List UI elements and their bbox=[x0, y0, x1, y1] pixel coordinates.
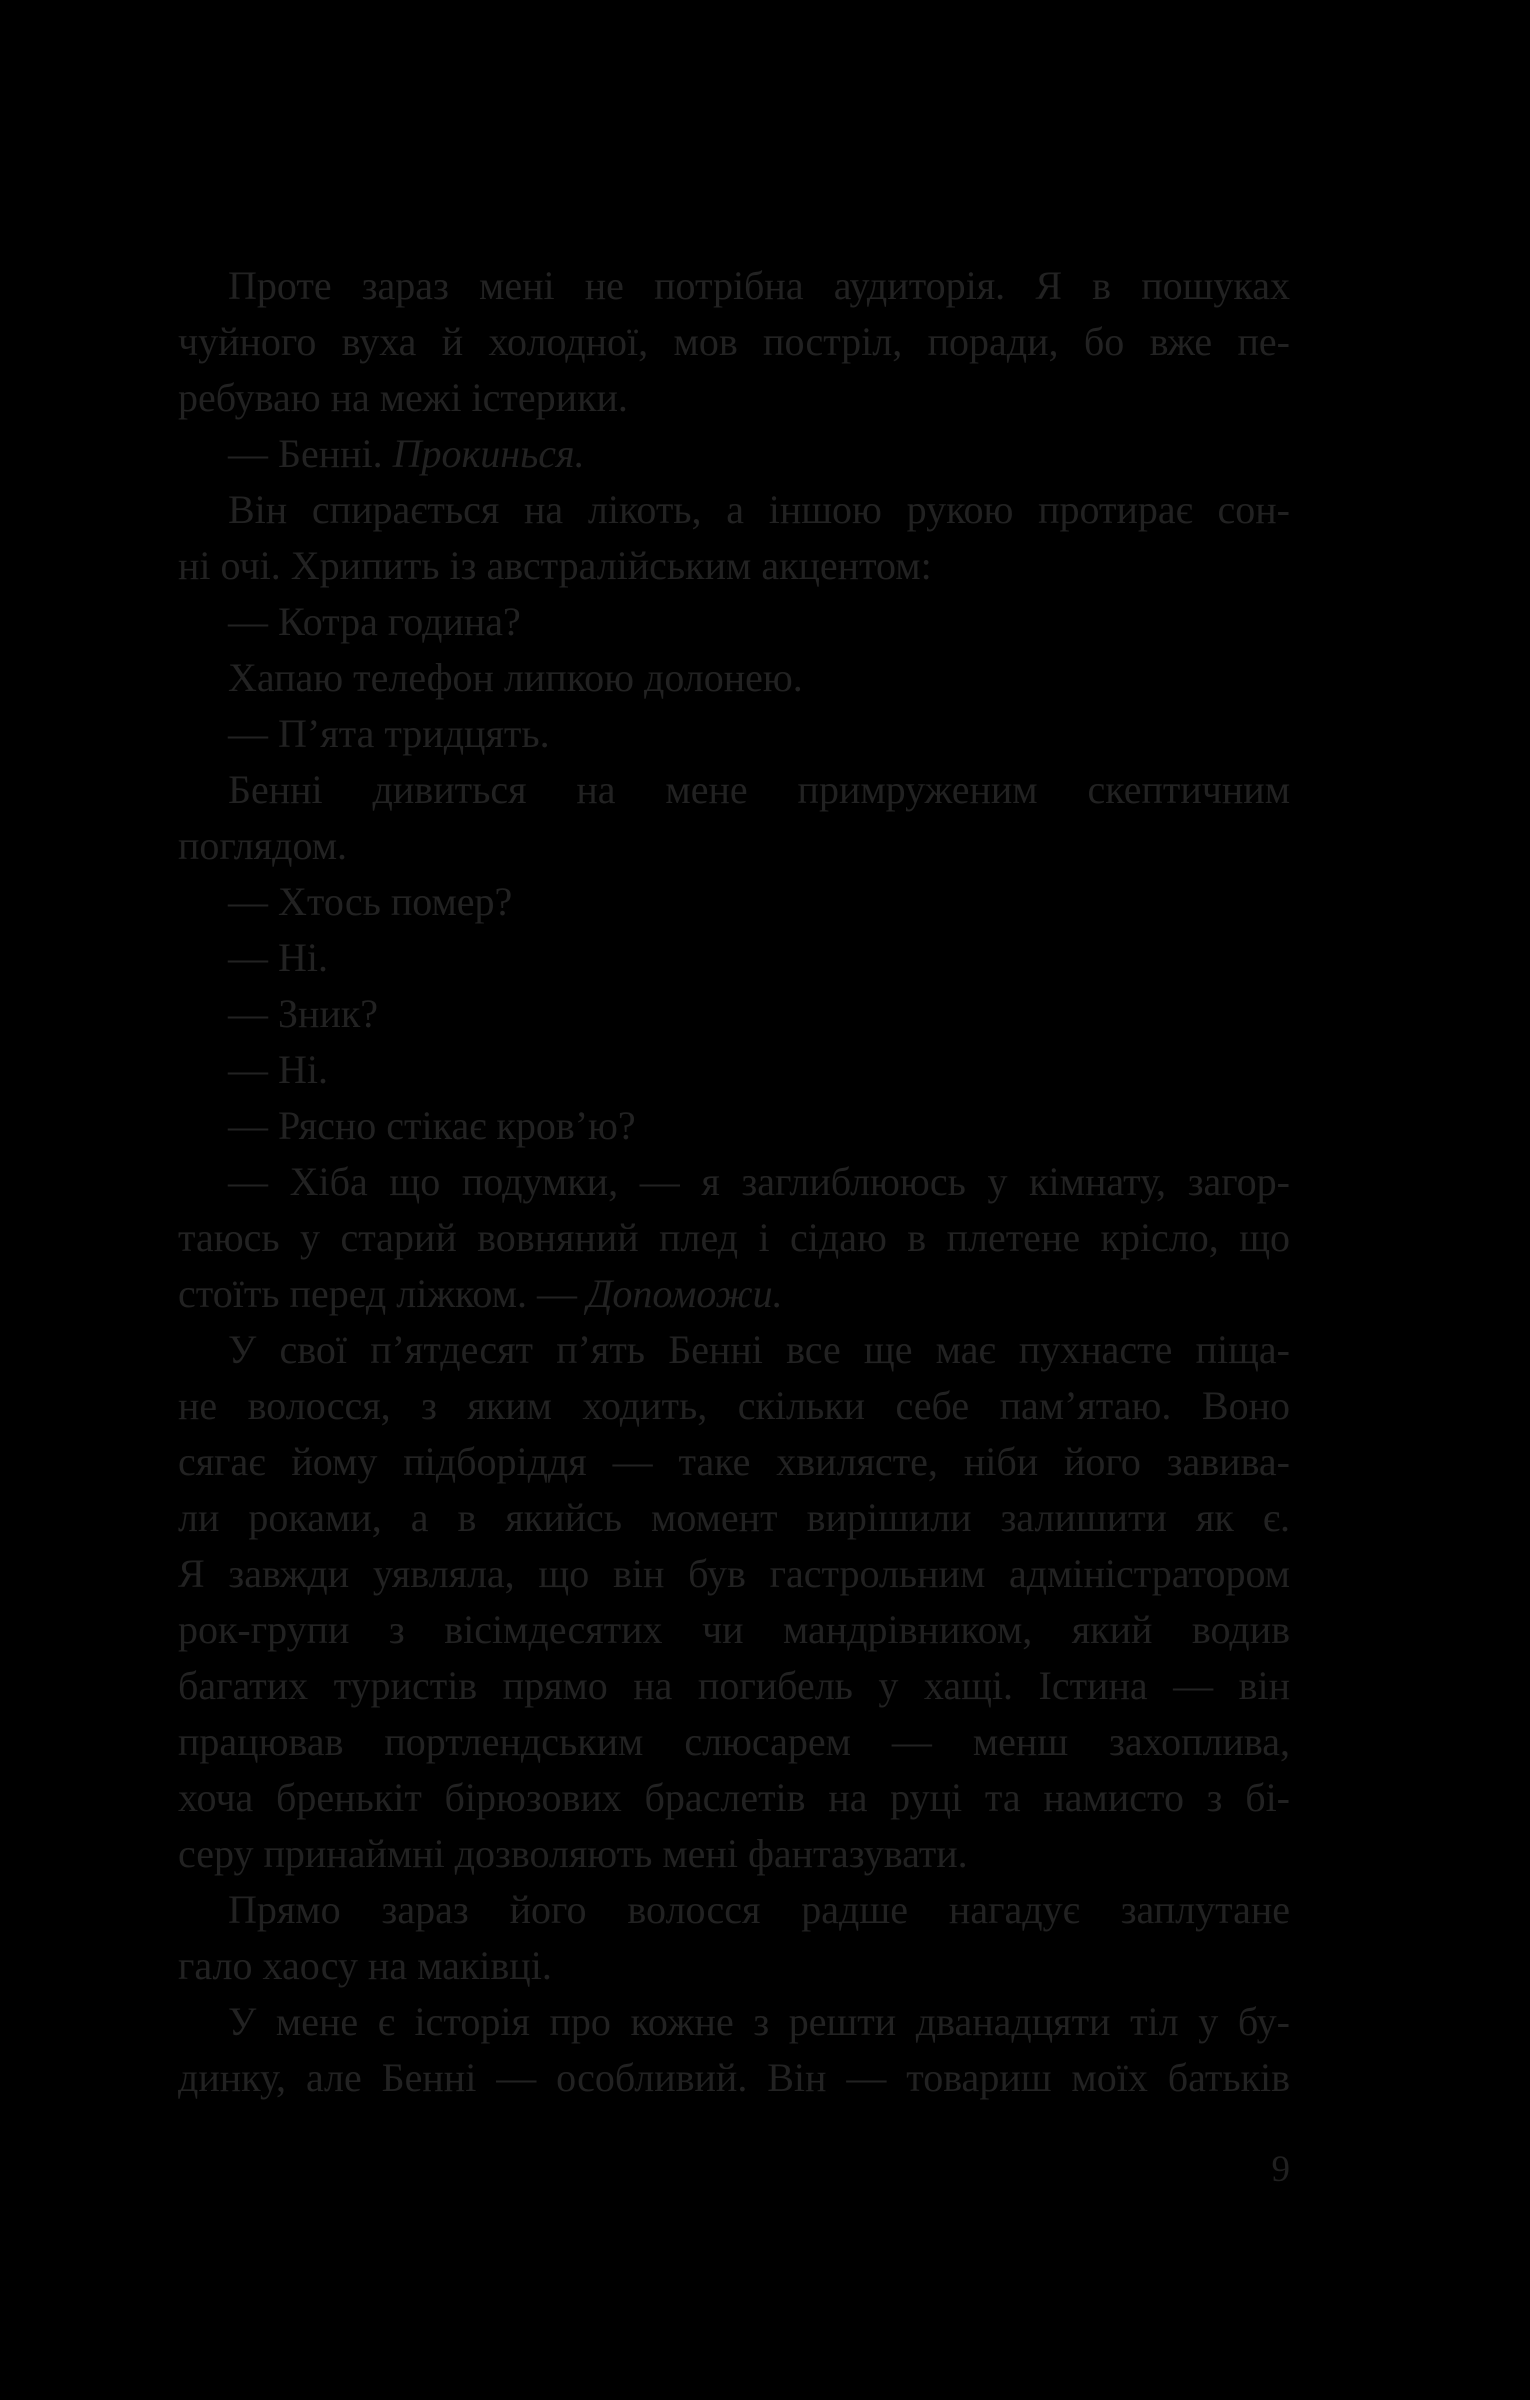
text-line bbox=[178, 1602, 1290, 1658]
text-line bbox=[178, 1322, 1290, 1378]
text-line bbox=[178, 1434, 1290, 1490]
text-segment: — Хтось помер? bbox=[228, 879, 513, 924]
text-line bbox=[178, 1882, 1290, 1938]
text-segment: — Ні. bbox=[228, 935, 328, 980]
text-line bbox=[178, 930, 1290, 986]
text-segment: таюсь у старий вовняний плед і сідаю в плетене крісло, що bbox=[178, 1215, 1290, 1260]
text-line bbox=[178, 1658, 1290, 1714]
text-segment: — Хіба що подумки, — я заглиблююсь у кімнату, загор- bbox=[228, 1159, 1290, 1204]
text-line bbox=[178, 2050, 1290, 2106]
text-segment-italic: Прокинься. bbox=[392, 431, 585, 476]
text-line bbox=[178, 1210, 1290, 1266]
text-line bbox=[178, 1994, 1290, 2050]
text-line bbox=[178, 1938, 1290, 1994]
text-line bbox=[178, 818, 1290, 874]
text-segment: Бенні дивиться на мене примруженим скептичним bbox=[228, 767, 1290, 812]
text-segment: поглядом. bbox=[178, 823, 348, 868]
text-line bbox=[178, 314, 1290, 370]
text-line bbox=[178, 1154, 1290, 1210]
text-segment: гало хаосу на маківці. bbox=[178, 1943, 552, 1988]
text-line bbox=[178, 1042, 1290, 1098]
text-line bbox=[178, 426, 1290, 482]
page-number: 9 bbox=[1271, 2149, 1290, 2190]
text-segment: не волосся, з яким ходить, скільки себе пам’ятаю. Воно bbox=[178, 1383, 1290, 1428]
text-line bbox=[178, 986, 1290, 1042]
text-line bbox=[178, 258, 1290, 314]
text-segment: Я завжди уявляла, що він був гастрольним адміністратором bbox=[178, 1551, 1290, 1596]
text-segment: — Рясно стікає кров’ю? bbox=[228, 1103, 636, 1148]
text-line bbox=[178, 1826, 1290, 1882]
text-line bbox=[178, 874, 1290, 930]
text-segment: — Котра година? bbox=[228, 599, 521, 644]
text-line bbox=[178, 370, 1290, 426]
text-segment: — П’ята тридцять. bbox=[228, 711, 550, 756]
text-segment-italic: Допоможи. bbox=[586, 1271, 783, 1316]
text-segment: чуйного вуха й холодної, мов постріл, поради, бо вже пе- bbox=[178, 319, 1290, 364]
text-line bbox=[178, 650, 1290, 706]
text-segment: У мене є історія про кожне з решти дванадцяти тіл у бу- bbox=[228, 1999, 1290, 2044]
text-line bbox=[178, 1546, 1290, 1602]
text-line bbox=[178, 706, 1290, 762]
text-line bbox=[178, 594, 1290, 650]
text-segment: — Бенні. bbox=[228, 431, 393, 476]
text-segment: Прямо зараз його волосся радше нагадує заплутане bbox=[228, 1887, 1290, 1932]
text-line bbox=[178, 1266, 1290, 1322]
text-segment: ребуваю на межі істерики. bbox=[178, 375, 628, 420]
text-segment: сягає йому підборіддя — таке хвилясте, ніби його завива- bbox=[178, 1439, 1290, 1484]
text-segment: Він спирається на лікоть, а іншою рукою протирає сон- bbox=[228, 487, 1290, 532]
text-segment: — Ні. bbox=[228, 1047, 328, 1092]
text-segment: динку, але Бенні — особливий. Він — товариш моїх батьків bbox=[178, 2055, 1290, 2100]
text-segment: рок-групи з вісімдесятих чи мандрівником, який водив bbox=[178, 1607, 1290, 1652]
text-line bbox=[178, 538, 1290, 594]
text-segment: Проте зараз мені не потрібна аудиторія. Я в пошуках bbox=[228, 263, 1290, 308]
text-line bbox=[178, 762, 1290, 818]
text-segment: Хапаю телефон липкою долонею. bbox=[228, 655, 803, 700]
text-segment: хоча бренькіт бірюзових браслетів на руці та намисто з бі- bbox=[178, 1775, 1290, 1820]
text-line bbox=[178, 1770, 1290, 1826]
text-segment: стоїть перед ліжком. — bbox=[178, 1271, 587, 1316]
text-line bbox=[178, 1490, 1290, 1546]
text-segment: ли роками, а в якийсь момент вирішили залишити як є. bbox=[178, 1495, 1290, 1540]
text-segment: У свої п’ятдесят п’ять Бенні все ще має пухнасте піща- bbox=[228, 1327, 1290, 1372]
text-line bbox=[178, 482, 1290, 538]
text-segment: ні очі. Хрипить із австралійським акцентом: bbox=[178, 543, 932, 588]
text-block bbox=[178, 258, 1290, 2106]
text-line bbox=[178, 1714, 1290, 1770]
text-segment: багатих туристів прямо на погибель у хащі. Істина — він bbox=[178, 1663, 1290, 1708]
text-line bbox=[178, 1378, 1290, 1434]
text-line bbox=[178, 1098, 1290, 1154]
text-segment: серу принаймні дозволяють мені фантазувати. bbox=[178, 1831, 968, 1876]
text-segment: — Зник? bbox=[228, 991, 379, 1036]
text-segment: працював портлендським слюсарем — менш захоплива, bbox=[178, 1719, 1290, 1764]
